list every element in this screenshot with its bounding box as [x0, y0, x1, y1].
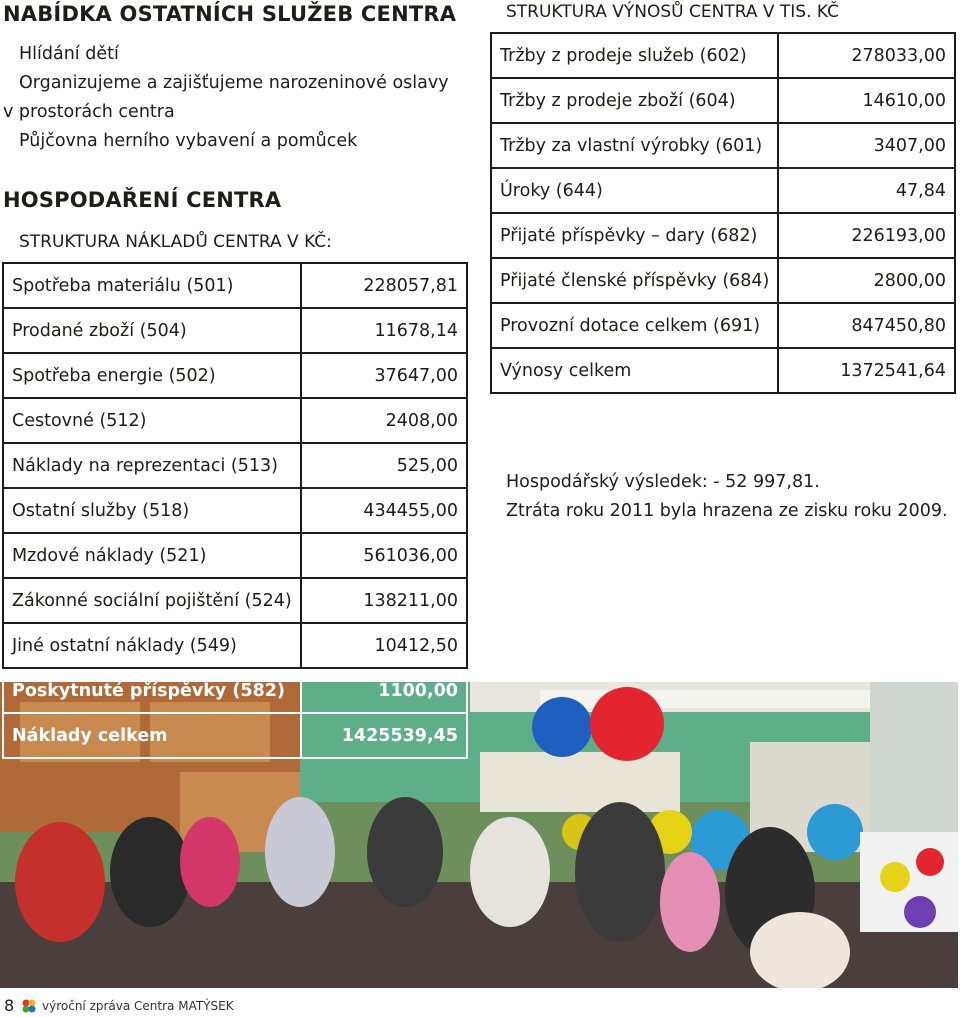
- row-label: Přijaté příspěvky – dary (682): [491, 213, 778, 258]
- table-row: [3, 353, 467, 398]
- row-label: Poskytnuté příspěvky (582): [3, 668, 301, 713]
- economy-title: HOSPODAŘENÍ CENTRA: [3, 188, 282, 212]
- costs-caption: STRUKTURA NÁKLADŮ CENTRA V KČ:: [19, 232, 332, 252]
- row-value: 525,00: [301, 443, 467, 488]
- row-value: 847450,80: [778, 303, 955, 348]
- result-note: Ztráta roku 2011 byla hrazena ze zisku roku 2009.: [506, 501, 948, 521]
- row-value: 1425539,45: [301, 713, 467, 758]
- table-row: [3, 533, 467, 578]
- row-label: Spotřeba materiálu (501): [3, 263, 301, 308]
- service-item: Organizujeme a zajišťujeme narozeninové oslavy: [19, 73, 449, 93]
- row-label: Prodané zboží (504): [3, 308, 301, 353]
- table-row: [3, 623, 467, 668]
- table-row: [3, 398, 467, 443]
- row-value: 138211,00: [301, 578, 467, 623]
- centre-logo-icon: [22, 998, 36, 1012]
- revenue-caption: STRUKTURA VÝNOSŮ CENTRA V TIS. KČ: [506, 2, 839, 22]
- table-row: [3, 713, 467, 758]
- service-item: Půjčovna herního vybavení a pomůcek: [19, 131, 358, 151]
- row-label: Zákonné sociální pojištění (524): [3, 578, 301, 623]
- row-label: Jiné ostatní náklady (549): [3, 623, 301, 668]
- row-label: Náklady na reprezentaci (513): [3, 443, 301, 488]
- footer-text: výroční zpráva Centra MATÝSEK: [42, 999, 234, 1013]
- row-label: Ostatní služby (518): [3, 488, 301, 533]
- row-value: 14610,00: [778, 78, 955, 123]
- table-row: [491, 258, 955, 303]
- row-label: Spotřeba energie (502): [3, 353, 301, 398]
- revenue-table: [490, 32, 956, 394]
- row-value: 1372541,64: [778, 348, 955, 393]
- table-row: [491, 33, 955, 78]
- table-row: [3, 308, 467, 353]
- table-row: [491, 303, 955, 348]
- table-row: [491, 348, 955, 393]
- row-label: Tržby z prodeje služeb (602): [491, 33, 778, 78]
- costs-table: [2, 262, 468, 759]
- row-value: 10412,50: [301, 623, 467, 668]
- row-label: Cestovné (512): [3, 398, 301, 443]
- table-row: [3, 578, 467, 623]
- row-label: Náklady celkem: [3, 713, 301, 758]
- row-label: Tržby za vlastní výrobky (601): [491, 123, 778, 168]
- table-row: [491, 123, 955, 168]
- row-value: 278033,00: [778, 33, 955, 78]
- row-value: 228057,81: [301, 263, 467, 308]
- service-item: v prostorách centra: [3, 102, 175, 122]
- service-item: Hlídání dětí: [19, 44, 119, 64]
- table-row: [3, 668, 467, 713]
- row-value: 47,84: [778, 168, 955, 213]
- row-value: 226193,00: [778, 213, 955, 258]
- table-row: [3, 263, 467, 308]
- row-label: Výnosy celkem: [491, 348, 778, 393]
- row-value: 434455,00: [301, 488, 467, 533]
- row-value: 1100,00: [301, 668, 467, 713]
- table-row: [3, 443, 467, 488]
- row-label: Provozní dotace celkem (691): [491, 303, 778, 348]
- result-line: Hospodářský výsledek: - 52 997,81.: [506, 472, 820, 492]
- row-value: 3407,00: [778, 123, 955, 168]
- table-row: [491, 78, 955, 123]
- row-label: Přijaté členské příspěvky (684): [491, 258, 778, 303]
- row-label: Mzdové náklady (521): [3, 533, 301, 578]
- row-value: 11678,14: [301, 308, 467, 353]
- table-row: [491, 213, 955, 258]
- row-label: Úroky (644): [491, 168, 778, 213]
- table-row: [491, 168, 955, 213]
- row-value: 37647,00: [301, 353, 467, 398]
- row-value: 2800,00: [778, 258, 955, 303]
- services-title: NABÍDKA OSTATNÍCH SLUŽEB CENTRA: [3, 2, 457, 26]
- page-number: 8: [4, 996, 15, 1015]
- row-value: 2408,00: [301, 398, 467, 443]
- row-label: Tržby z prodeje zboží (604): [491, 78, 778, 123]
- table-row: [3, 488, 467, 533]
- row-value: 561036,00: [301, 533, 467, 578]
